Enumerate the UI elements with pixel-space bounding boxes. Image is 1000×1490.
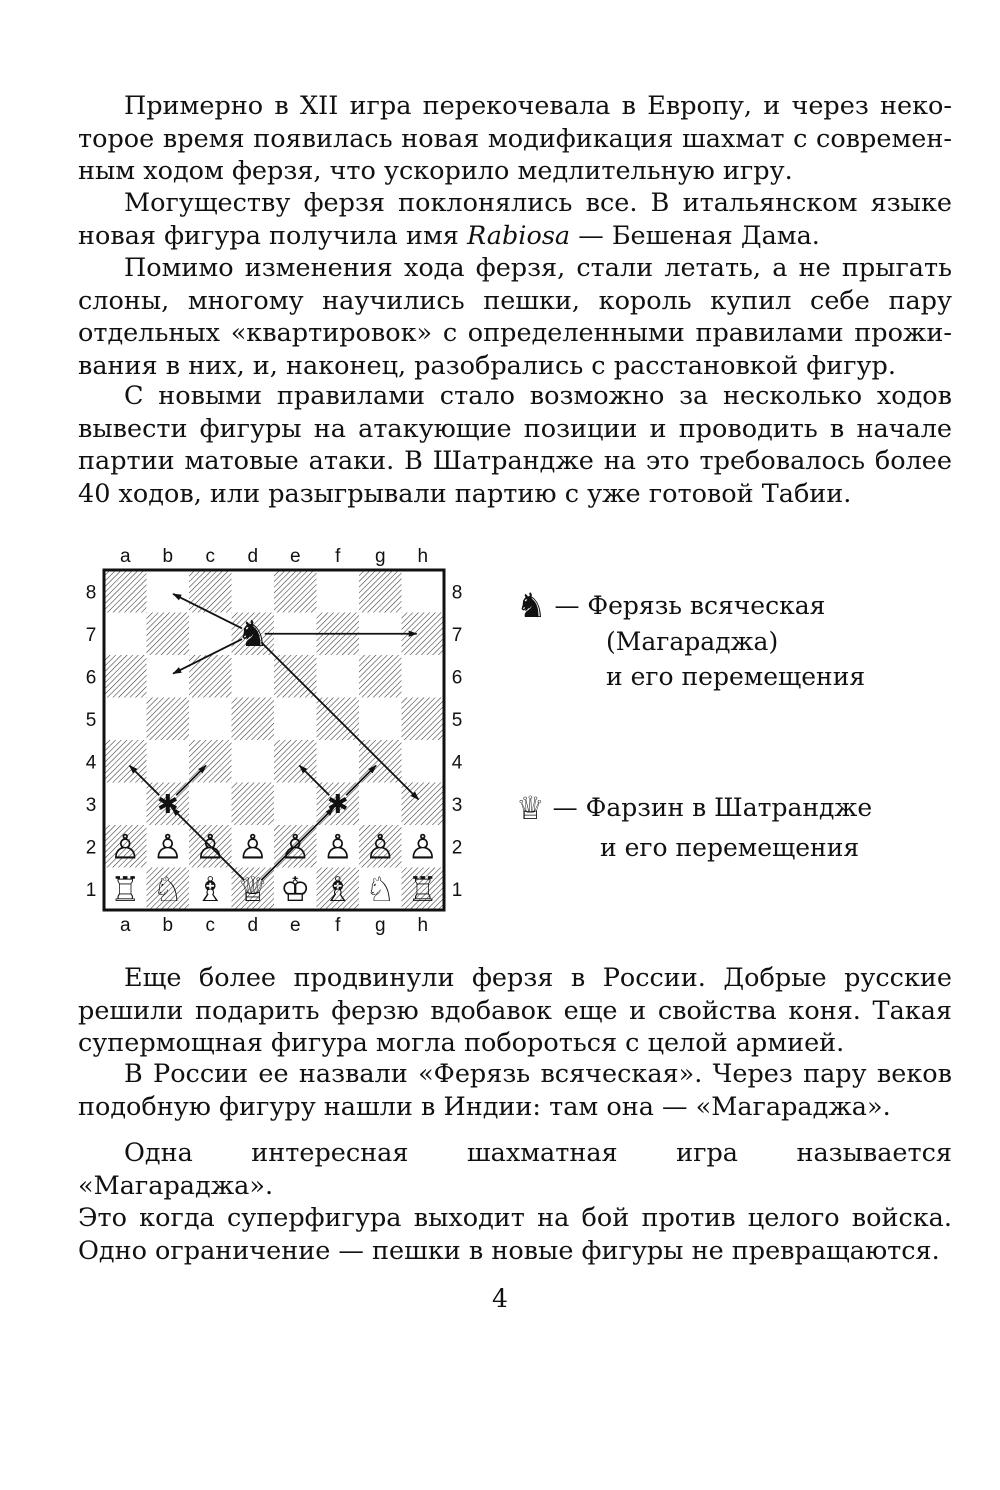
farzin-move-marker-icon: ✱ bbox=[156, 789, 179, 820]
light-square bbox=[147, 570, 190, 613]
light-square bbox=[402, 570, 445, 613]
dark-square bbox=[359, 655, 402, 698]
white-pawn-icon: ♙ bbox=[237, 827, 268, 868]
light-square bbox=[232, 740, 275, 783]
white-piece-icon: ♘ bbox=[152, 869, 183, 910]
white-piece-icon: ♔ bbox=[280, 869, 311, 910]
white-pawn-icon: ♙ bbox=[195, 827, 226, 868]
maharaja-knight-icon: ♞ bbox=[236, 613, 269, 655]
light-square bbox=[317, 570, 360, 613]
text-line: подобную фигуру нашли в Индии: там она — «Магараджа». bbox=[78, 1091, 891, 1122]
text-line: В России ее назвали «Ферязь всяческая». Через пару веков bbox=[124, 1059, 952, 1089]
text-line: Еще более продвинули ферзя в России. Добрые русские bbox=[124, 963, 952, 993]
dark-square bbox=[147, 613, 190, 656]
white-pawn-icon: ♙ bbox=[322, 827, 353, 868]
rank-label: 2 bbox=[85, 837, 97, 859]
text-line: Это когда суперфигура выходит на бой против целого войска. bbox=[78, 1203, 952, 1233]
file-label: d bbox=[247, 915, 259, 936]
paragraph-1 bbox=[78, 90, 952, 188]
rank-label: 1 bbox=[85, 879, 97, 901]
rank-label: 5 bbox=[451, 709, 463, 731]
rank-label: 2 bbox=[451, 837, 463, 859]
light-square bbox=[104, 613, 147, 656]
legend-maharaja-line: (Магараджа) bbox=[606, 627, 779, 656]
rank-label: 1 bbox=[451, 879, 463, 901]
light-square bbox=[189, 698, 232, 741]
rank-label: 4 bbox=[85, 752, 97, 774]
legend-farzin bbox=[516, 790, 872, 826]
text-line: С новыми правилами стало возможно за несколько ходов bbox=[124, 381, 952, 411]
file-label: f bbox=[335, 546, 341, 567]
dark-square bbox=[189, 655, 232, 698]
file-label: f bbox=[335, 915, 341, 936]
text-line: партии матовые атаки. В Шатрандже на это требовалось более bbox=[78, 446, 952, 476]
dark-square bbox=[274, 570, 317, 613]
white-pawn-icon: ♙ bbox=[407, 827, 438, 868]
paragraph-2 bbox=[78, 187, 952, 252]
paragraph-3 bbox=[78, 252, 952, 382]
legend-maharaja-line: — Ферязь всяческая bbox=[554, 591, 826, 620]
file-label: g bbox=[374, 546, 386, 567]
dark-square bbox=[147, 698, 190, 741]
dark-square bbox=[104, 655, 147, 698]
text-line: ным ходом ферзя, что ускорило медлительную игру. bbox=[78, 156, 793, 186]
text-line: Помимо изменения хода ферзя, стали летать, а не прыгать bbox=[124, 253, 952, 283]
light-square bbox=[317, 655, 360, 698]
text-line bbox=[78, 220, 952, 253]
file-label: a bbox=[119, 915, 131, 936]
light-square bbox=[402, 740, 445, 783]
paragraph-6 bbox=[78, 1058, 952, 1123]
legend-maharaja bbox=[516, 588, 825, 624]
light-square bbox=[189, 613, 232, 656]
text-line: Одно ограничение — пешки в новые фигуры не превращаются. bbox=[78, 1235, 940, 1266]
white-piece-icon: ♖ bbox=[110, 869, 141, 910]
light-square bbox=[274, 783, 317, 826]
text-line: вания в них, и, наконец, разобрались с расстановкой фигур. bbox=[78, 350, 896, 381]
dark-square bbox=[104, 570, 147, 613]
light-square bbox=[104, 698, 147, 741]
rank-label: 3 bbox=[85, 794, 97, 816]
white-pawn-icon: ♙ bbox=[280, 827, 311, 868]
white-piece-icon: ♘ bbox=[365, 869, 396, 910]
rank-label: 7 bbox=[85, 624, 97, 646]
file-label: g bbox=[374, 915, 386, 936]
file-label: b bbox=[162, 546, 174, 567]
dark-square bbox=[402, 698, 445, 741]
light-square bbox=[104, 783, 147, 826]
text-line: отдельных «квартировок» с определенными правилами прожи- bbox=[78, 318, 952, 348]
dark-square bbox=[232, 698, 275, 741]
white-piece-icon: ♗ bbox=[195, 869, 226, 910]
rank-label: 7 bbox=[451, 624, 463, 646]
text-line: Примерно в XII игра перекочевала в Европу, и через неко- bbox=[124, 91, 952, 121]
light-square bbox=[232, 655, 275, 698]
rank-label: 3 bbox=[451, 794, 463, 816]
white-pawn-icon: ♙ bbox=[152, 827, 183, 868]
rank-label: 5 bbox=[85, 709, 97, 731]
light-square bbox=[189, 783, 232, 826]
white-piece-icon: ♕ bbox=[237, 869, 268, 910]
rank-label: 4 bbox=[451, 752, 463, 774]
white-pawn-icon: ♙ bbox=[365, 827, 396, 868]
knight-icon: ♞ bbox=[516, 586, 547, 626]
file-label: e bbox=[289, 915, 301, 936]
file-label: e bbox=[289, 546, 301, 567]
rank-label: 8 bbox=[451, 582, 463, 604]
text-line: слоны, многому научились пешки, король купил себе пару bbox=[78, 285, 952, 316]
text-line: 40 ходов, или разыгрывали партию с уже готовой Табии. bbox=[78, 478, 852, 509]
text-line: Одна интересная шахматная игра называется «Магараджа». bbox=[78, 1138, 952, 1201]
file-label: h bbox=[417, 546, 429, 567]
file-label: a bbox=[119, 546, 131, 567]
rank-label: 8 bbox=[85, 582, 97, 604]
paragraph-4 bbox=[78, 380, 952, 510]
dark-square bbox=[189, 570, 232, 613]
white-piece-icon: ♗ bbox=[322, 869, 353, 910]
light-square bbox=[317, 740, 360, 783]
light-square bbox=[274, 698, 317, 741]
light-square bbox=[232, 570, 275, 613]
light-square bbox=[402, 655, 445, 698]
file-label: c bbox=[205, 546, 215, 567]
rank-label: 6 bbox=[85, 667, 97, 689]
rank-label: 6 bbox=[451, 667, 463, 689]
file-label: h bbox=[417, 915, 429, 936]
dark-square bbox=[359, 570, 402, 613]
light-square bbox=[147, 655, 190, 698]
text-line: Могуществу ферзя поклонялись все. В итальянском языке bbox=[124, 188, 952, 218]
text-line: супермощная фигура могла побороться с целой армией. bbox=[78, 1028, 845, 1058]
chess-diagram bbox=[74, 538, 474, 938]
farzin-move-marker-icon: ✱ bbox=[326, 789, 349, 820]
page-number: 4 bbox=[492, 1284, 508, 1313]
file-label: c bbox=[205, 915, 215, 936]
text-line: торое время появилась новая модификация шахмат с современ- bbox=[78, 123, 952, 154]
text-fragment: — Бешеная Дама. bbox=[570, 220, 820, 251]
file-label: b bbox=[162, 915, 174, 936]
white-piece-icon: ♖ bbox=[407, 869, 438, 910]
light-square bbox=[359, 783, 402, 826]
light-square bbox=[147, 740, 190, 783]
paragraph-5 bbox=[78, 962, 952, 1060]
legend-maharaja-line: и его перемещения bbox=[606, 662, 866, 691]
text-line: вывести фигуры на атакующие позиции и проводить в начале bbox=[78, 413, 952, 444]
white-pawn-icon: ♙ bbox=[110, 827, 141, 868]
queen-icon: ♕ bbox=[516, 789, 545, 827]
text-line: решили подарить ферзю вдобавок еще и свойства коня. Такая bbox=[78, 995, 952, 1026]
legend-farzin-line: и его перемещения bbox=[600, 833, 860, 862]
dark-square bbox=[232, 783, 275, 826]
italic-term: Rabiosa bbox=[467, 220, 571, 251]
file-label: d bbox=[247, 546, 259, 567]
legend-farzin-line: — Фарзин в Шатрандже bbox=[552, 793, 873, 822]
paragraph-7 bbox=[78, 1137, 952, 1267]
text-fragment: новая фигура получила имя bbox=[78, 220, 467, 251]
light-square bbox=[359, 698, 402, 741]
